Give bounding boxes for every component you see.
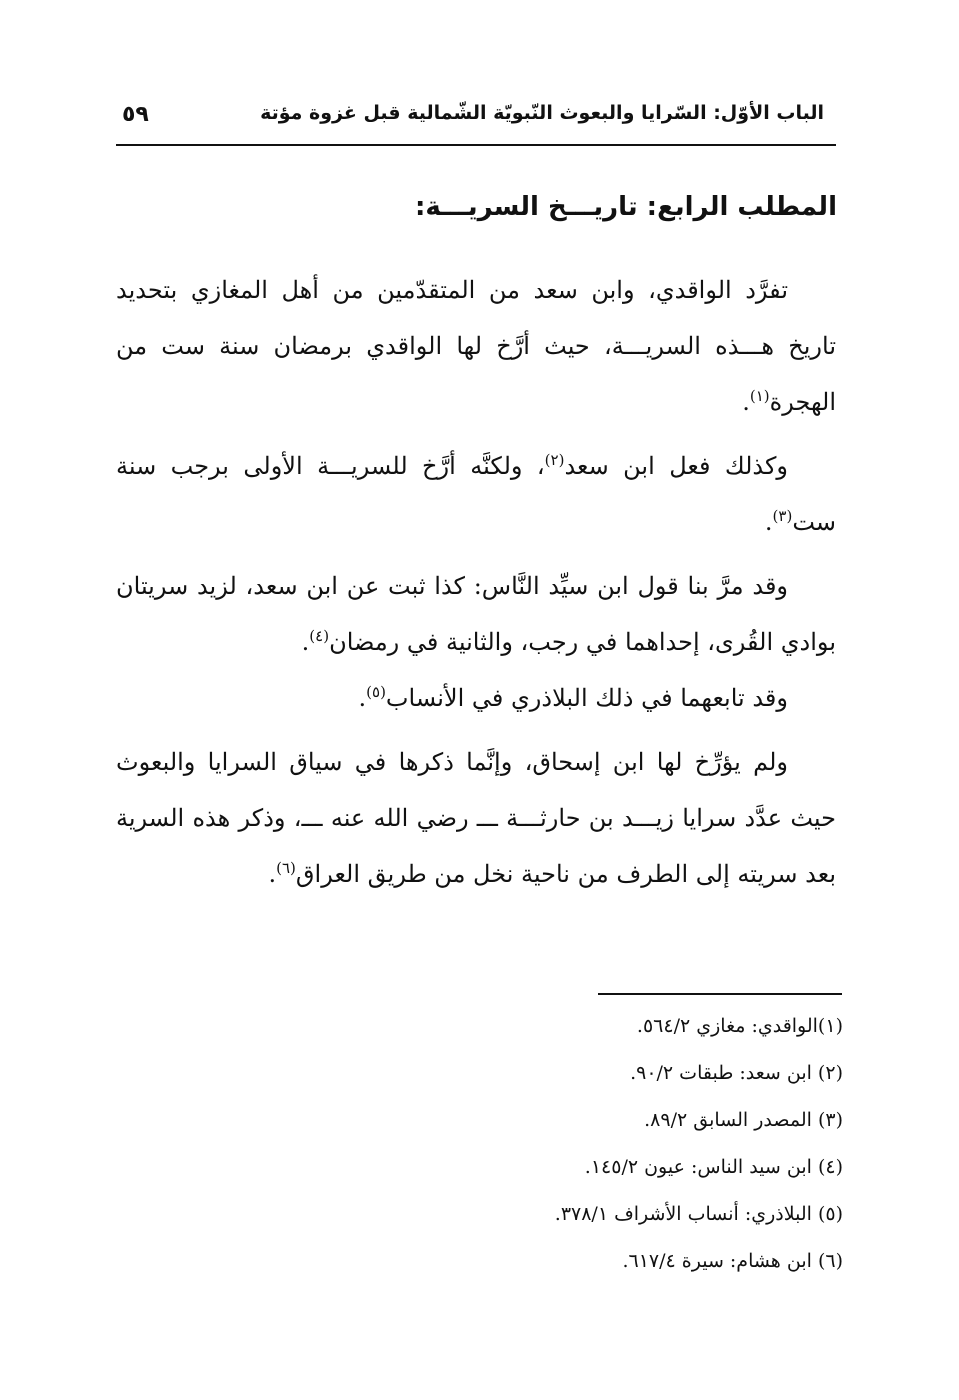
paragraph-end: . <box>742 388 750 416</box>
footnote-ref: (٥) <box>366 683 386 701</box>
paragraph <box>116 734 836 902</box>
paragraph-text: تفرَّد الواقدي، وابن سعد من المتقدّمين من أهل المغازي بتحديد تاريخ هـــذه السريـــة، حيث أرَّخ لها الواقدي برمضان سنة ست من الهجرة <box>116 276 836 416</box>
footnote: (٢) ابن سعد: طبقات ٩٠/٢. <box>630 1062 843 1084</box>
paragraph-end: . <box>764 508 773 536</box>
paragraph-text: وكذلك فعل ابن سعد <box>564 452 789 480</box>
paragraph <box>116 438 836 550</box>
paragraph <box>116 262 836 430</box>
page-header <box>116 98 836 146</box>
footnotes <box>243 1010 843 1292</box>
paragraph-end: . <box>301 628 310 656</box>
footnote: (١)الواقدي: مغازي ٥٦٤/٢. <box>636 1015 843 1037</box>
paragraph-end: . <box>268 860 277 888</box>
footnote-ref: (٢) <box>544 451 565 469</box>
paragraph-text: وقد مرَّ بنا قول ابن سيِّد النَّاس: كذا ثبت عن ابن سعد، لزيد سريتان بوادي القُرى، إحداهما في رجب، والثانية في رمضان <box>116 572 836 656</box>
footnote: (٣) المصدر السابق ٨٩/٢. <box>644 1109 843 1131</box>
body-text <box>116 262 836 910</box>
footnote-ref: (٤) <box>309 627 330 645</box>
paragraph <box>116 670 836 726</box>
footnote: (٤) ابن سيد الناس: عيون ١٤٥/٢. <box>584 1156 843 1178</box>
paragraph-text: ولم يؤرِّخ لها ابن إسحاق، وإنَّما ذكرها في سياق السرايا والبعوث حيث عدَّد سرايا زيـــد بن حارثـــة ـــ رضي الله عنه ـــ، وذكر هذه السرية بعد سريته إلى الطرف من ناحية نخل من طريق العراق <box>116 748 836 888</box>
footnote-ref: (٣) <box>772 507 793 525</box>
paragraph-end: . <box>358 684 367 712</box>
footnote-ref: (٦) <box>276 859 296 877</box>
paragraph-text-after: ، ولكنَّه أرَّخ للسريـــة الأولى برجب سنة ست <box>116 452 836 536</box>
paragraph-text: وقد تابعهما في ذلك البلاذري في الأنساب <box>385 684 788 712</box>
running-title: الباب الأوّل: السّرايا والبعوث النّبويّة الشّمالية قبل غزوة مؤتة <box>260 102 824 124</box>
footnote-ref: (١) <box>749 387 770 405</box>
paragraph <box>116 558 836 670</box>
footnote-separator <box>598 993 842 995</box>
page-number: ٥٩ <box>122 102 149 127</box>
footnote: (٥) البلاذري: أنساب الأشراف ٣٧٨/١. <box>554 1203 843 1225</box>
section-title: المطلب الرابع: تاريـــخ السريـــة: <box>415 192 837 222</box>
footnote: (٦) ابن هشام: سيرة ٦١٧/٤. <box>622 1250 843 1272</box>
